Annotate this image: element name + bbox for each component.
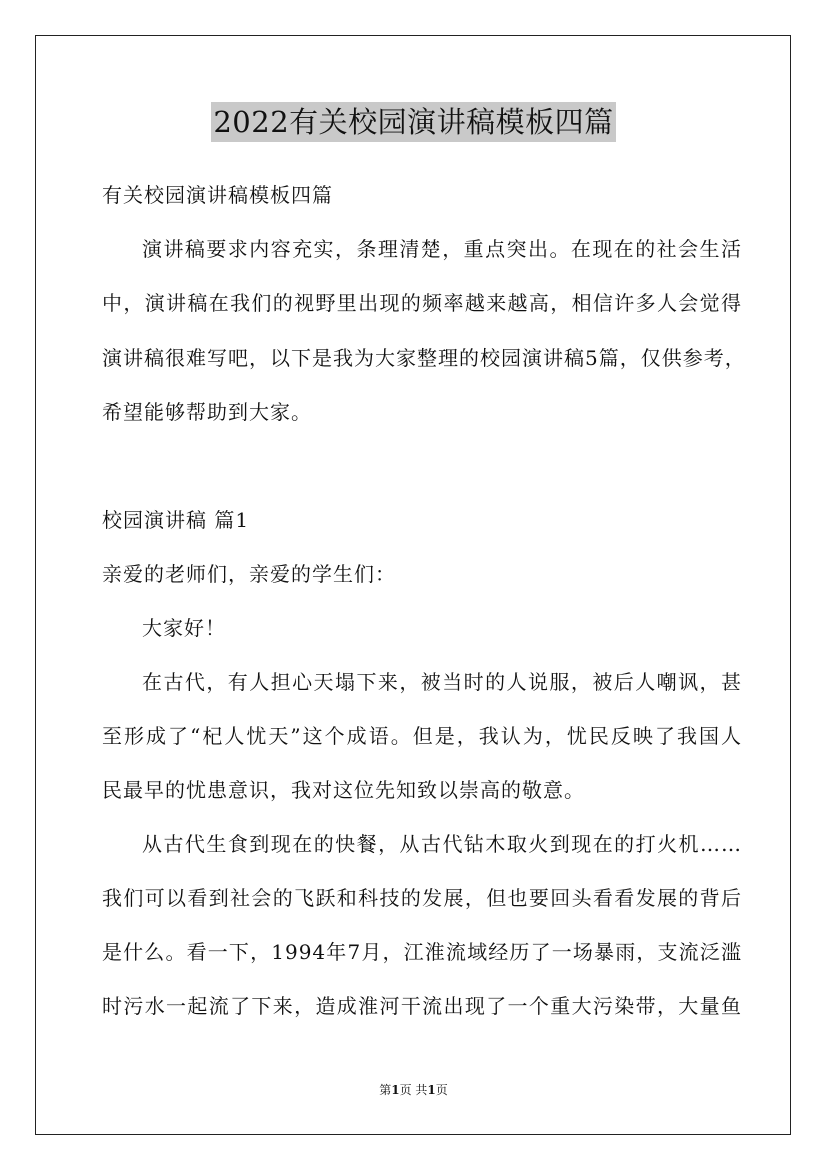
footer-prefix: 第 xyxy=(379,1083,392,1097)
salutation: 亲爱的老师们，亲爱的学生们： xyxy=(102,562,396,586)
document-title: 2022有关校园演讲稿模板四篇 xyxy=(211,102,615,142)
document-subtitle: 有关校园演讲稿模板四篇 xyxy=(102,183,333,207)
page-footer xyxy=(0,1082,827,1098)
para1-line-1: 在古代，有人担心天塌下来，被当时的人说服，被后人嘲讽，甚 xyxy=(142,670,742,694)
footer-mid: 页 共 xyxy=(399,1083,428,1097)
para2-line-4: 时污水一起流了下来，造成淮河干流出现了一个重大污染带，大量鱼 xyxy=(102,994,742,1018)
para1-line-3: 民最早的忧患意识，我对这位先知致以崇高的敬意。 xyxy=(102,778,585,802)
para2-line-1: 从古代生食到现在的快餐，从古代钻木取火到现在的打火机…… xyxy=(142,832,742,856)
intro-line-4: 希望能够帮助到大家。 xyxy=(102,400,312,424)
section-heading: 校园演讲稿 篇1 xyxy=(102,508,250,532)
intro-line-2: 中，演讲稿在我们的视野里出现的频率越来越高，相信许多人会觉得 xyxy=(102,291,742,315)
footer-page-number: 1 xyxy=(391,1083,400,1097)
title-container xyxy=(0,102,827,142)
footer-page-total: 1 xyxy=(427,1083,436,1097)
greeting: 大家好！ xyxy=(142,616,226,640)
footer-suffix: 页 xyxy=(435,1083,448,1097)
para2-line-2: 我们可以看到社会的飞跃和科技的发展，但也要回头看看发展的背后 xyxy=(102,886,742,910)
intro-line-3: 演讲稿很难写吧，以下是我为大家整理的校园演讲稿5篇，仅供参考， xyxy=(102,346,746,370)
para2-line-3: 是什么。看一下，1994年7月，江淮流域经历了一场暴雨，支流泛滥 xyxy=(102,940,742,964)
intro-line-1: 演讲稿要求内容充实，条理清楚，重点突出。在现在的社会生活 xyxy=(142,237,742,261)
para1-line-2: 至形成了“杞人忧天”这个成语。但是，我认为，忧民反映了我国人 xyxy=(102,724,742,748)
